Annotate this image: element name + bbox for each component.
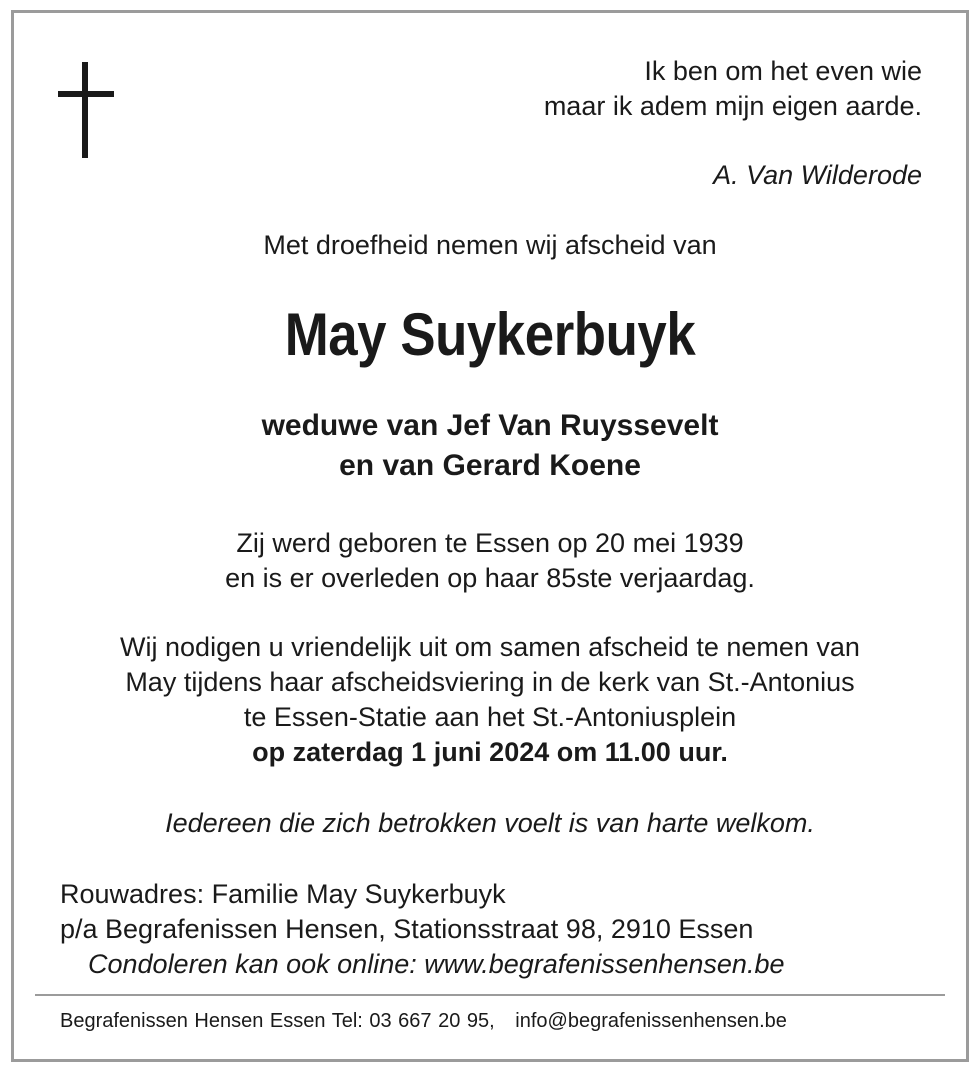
poem-author: A. Van Wilderode <box>713 160 922 190</box>
widow-line-2: en van Gerard Koene <box>339 449 641 482</box>
footer-email: info@begrafenissenhensen.be <box>515 1010 787 1032</box>
birth-text <box>0 526 980 596</box>
widow-text <box>0 406 980 486</box>
invitation-line-3: te Essen-Statie aan het St.-Antoniusplein <box>243 702 737 732</box>
ceremony-date: op zaterdag 1 juni 2024 om 11.00 uur. <box>252 737 728 767</box>
footer <box>60 1010 787 1033</box>
mourning-address <box>60 877 784 982</box>
footer-company: Begrafenissen Hensen Essen Tel: 03 667 20 95, <box>60 1010 495 1032</box>
invitation-text <box>0 630 980 770</box>
intro-text: Met droefheid nemen wij afscheid van <box>263 230 717 260</box>
condolence-online: Condoleren kan ook online: www.begrafenissenhensen.be <box>88 949 785 979</box>
invitation-line-1: Wij nodigen u vriendelijk uit om samen afscheid te nemen van <box>120 632 860 662</box>
widow-line-1: weduwe van Jef Van Ruyssevelt <box>261 409 719 442</box>
birth-line-2: en is er overleden op haar 85ste verjaardag. <box>225 563 755 593</box>
poem-line-1: Ik ben om het even wie <box>644 56 922 86</box>
address-line-1: Rouwadres: Familie May Suykerbuyk <box>60 879 506 909</box>
welcome-text: Iedereen die zich betrokken voelt is van harte welkom. <box>165 808 815 838</box>
poem-line-2: maar ik adem mijn eigen aarde. <box>543 91 922 121</box>
cross-icon <box>58 62 114 158</box>
poem <box>544 54 922 124</box>
footer-divider <box>35 994 945 996</box>
invitation-line-2: May tijdens haar afscheidsviering in de kerk van St.-Antonius <box>125 667 855 697</box>
birth-line-1: Zij werd geboren te Essen op 20 mei 1939 <box>236 528 744 558</box>
deceased-name: May Suykerbuyk <box>284 301 696 368</box>
address-line-2: p/a Begrafenissen Hensen, Stationsstraat 98, 2910 Essen <box>60 914 754 944</box>
